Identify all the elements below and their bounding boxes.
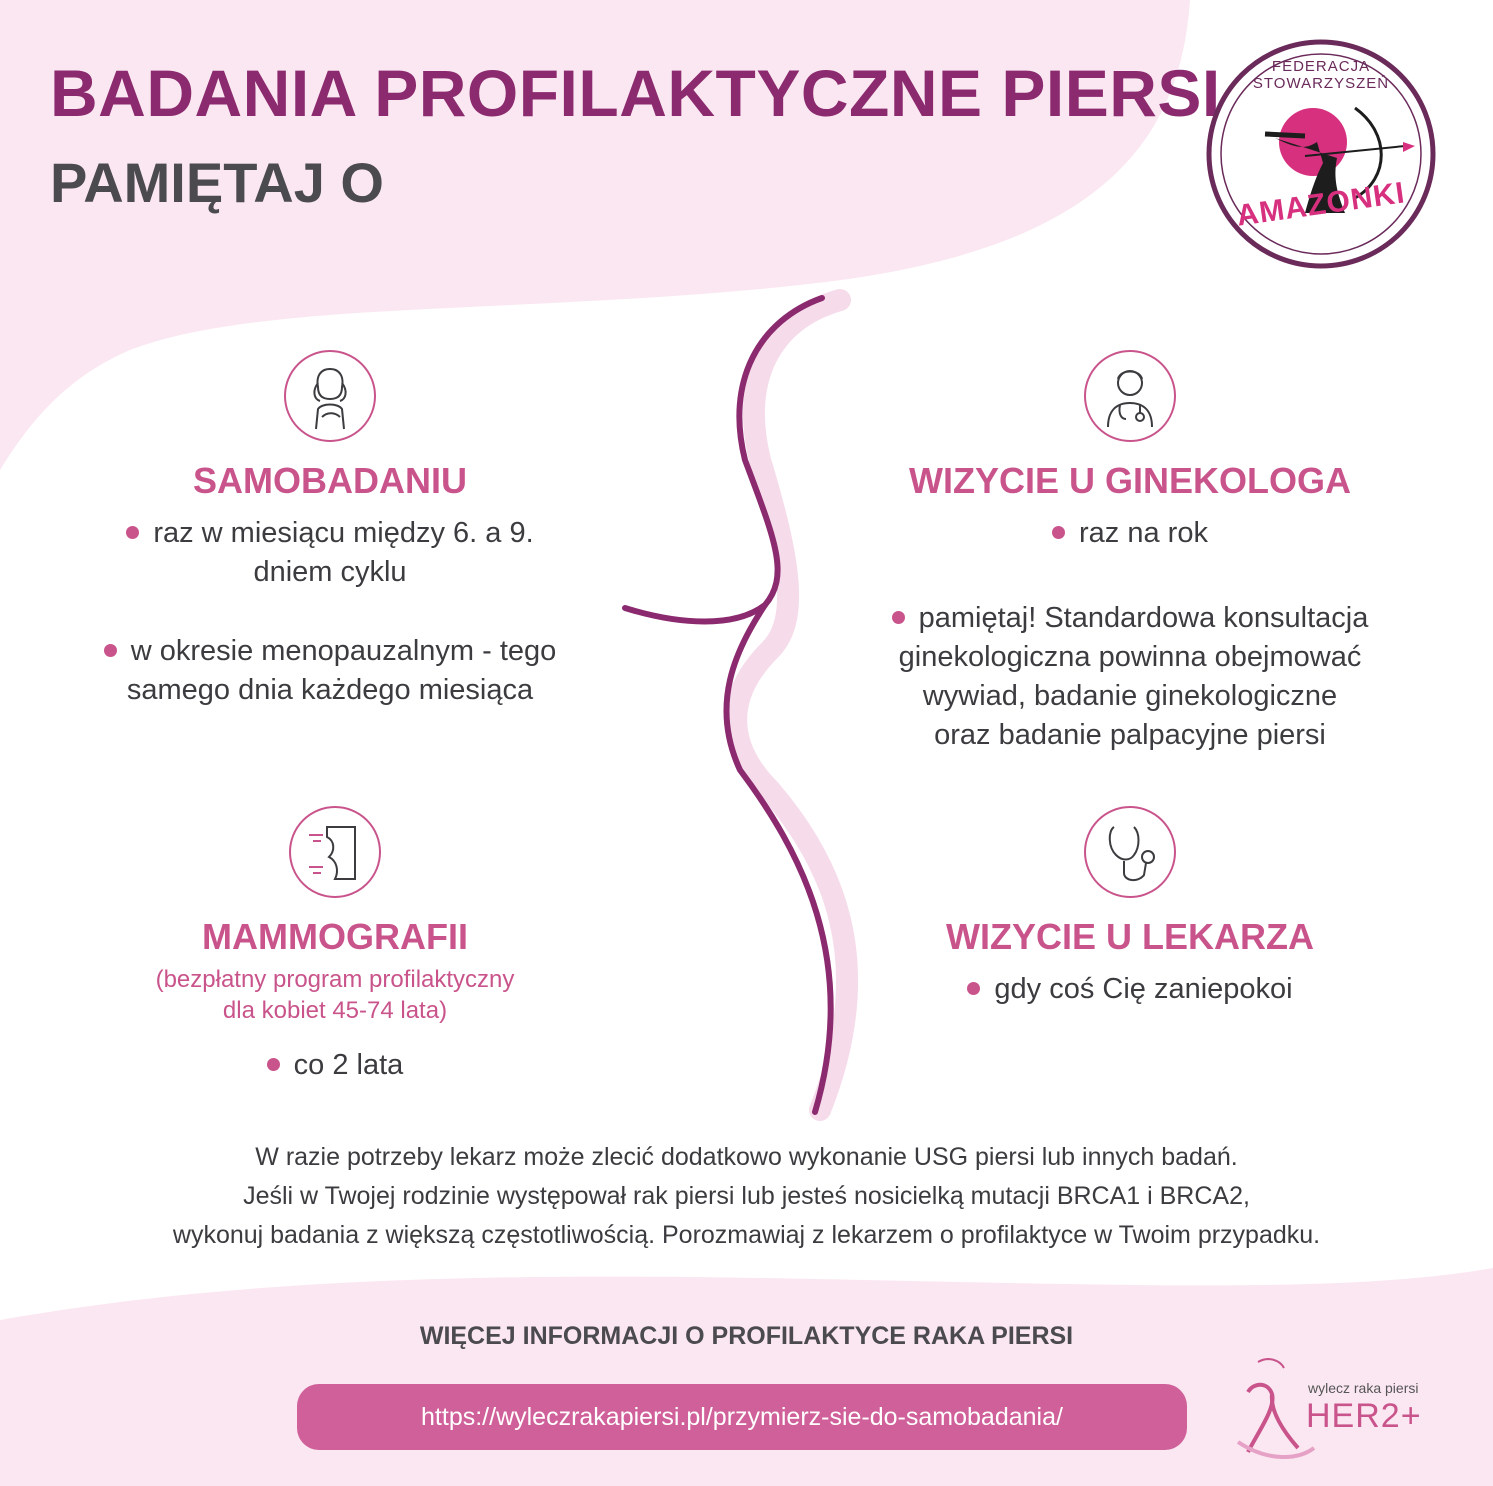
gynecologist-bullet-2: pamiętaj! Standardowa konsultacja ginekologiczna powinna obejmować wywiad, badanie ginekologiczne oraz badanie palpacyjne piersi	[850, 599, 1410, 755]
pink-ribbon-icon	[1228, 1352, 1318, 1462]
more-info-url: https://wyleczrakapiersi.pl/przymierz-sie-do-samobadania/	[421, 1402, 1063, 1431]
section-gynecologist	[850, 350, 1410, 755]
self-exam-bullet-2: w okresie menopauzalnym - tego samego dnia każdego miesiąca	[80, 632, 580, 710]
bullet-dot	[126, 526, 139, 539]
doctor-bullet-1: gdy coś Cię zaniepokoi	[850, 970, 1410, 1009]
amazonki-logo	[1205, 38, 1437, 270]
self-exam-bullet-1: raz w miesiącu między 6. a 9. dniem cyklu	[80, 514, 580, 592]
section-mammography	[85, 806, 585, 1085]
logo-ring-text: FEDERACJA STOWARZYSZEŃ	[1252, 58, 1390, 92]
more-info-heading: WIĘCEJ INFORMACJI O PROFILAKTYCE RAKA PIERSI	[419, 1322, 1074, 1350]
section-doctor	[850, 806, 1410, 1009]
bullet-dot	[104, 644, 117, 657]
section-self-exam	[80, 350, 580, 710]
self-exam-title: SAMOBADANIU	[193, 460, 467, 501]
her2-name: HER2+	[1306, 1397, 1422, 1435]
mammography-bullet-1: co 2 lata	[85, 1046, 585, 1085]
mammography-title: MAMMOGRAFII	[202, 916, 468, 957]
doctor-icon	[1084, 350, 1176, 442]
woman-self-exam-icon	[284, 350, 376, 442]
more-info-link-button[interactable]	[297, 1384, 1187, 1450]
bullet-dot	[967, 982, 980, 995]
stethoscope-icon	[1084, 806, 1176, 898]
page-title: BADANIA PROFILAKTYCZNE PIERSI	[50, 56, 1221, 130]
page-subtitle: PAMIĘTAJ O	[50, 151, 384, 214]
bullet-dot	[267, 1058, 280, 1071]
gynecologist-bullet-1: raz na rok	[850, 514, 1410, 553]
mammography-note: (bezpłatny program profilaktyczny dla kobiet 45-74 lata)	[155, 966, 515, 1024]
footer-note: W razie potrzeby lekarz może zlecić dodatkowo wykonanie USG piersi lub innych badań. Jeśli w Twojej rodzinie występował rak piersi lub jesteś nosicielką mutacji BRCA1 i BRCA2, wykonuj badania z większą częstotliwością. Porozmawiaj z lekarzem o profilaktyce w Twoim przypadku.	[172, 1143, 1321, 1249]
doctor-title: WIZYCIE U LEKARZA	[946, 916, 1314, 957]
her2-tagline: wylecz raka piersi	[1308, 1380, 1419, 1396]
logo-name: AMAZONKI	[1234, 176, 1408, 233]
mammography-icon	[289, 806, 381, 898]
bullet-dot	[1052, 526, 1065, 539]
bullet-dot	[892, 611, 905, 624]
gynecologist-title: WIZYCIE U GINEKOLOGA	[908, 460, 1351, 501]
